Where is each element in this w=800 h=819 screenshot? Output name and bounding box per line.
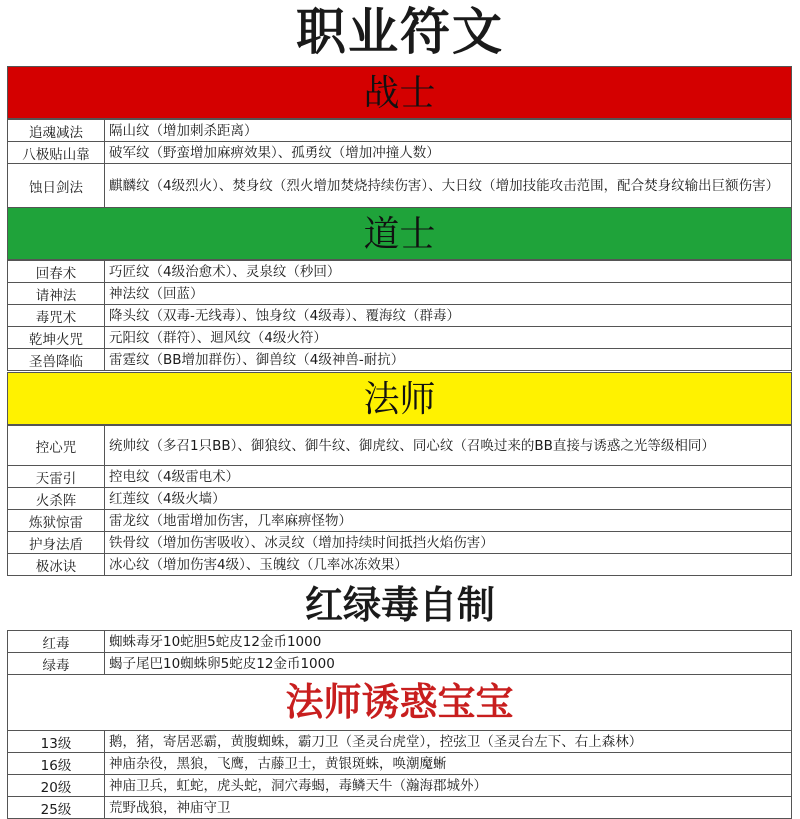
table-row [8, 653, 792, 675]
skill-name: 天雷引 [8, 466, 105, 488]
pet-list: 神庙杂役，黑狼，飞鹰，古藤卫士，黄银斑蛛，唤潮魔蜥 [105, 753, 792, 775]
pet-list: 鹅，猪，寄居恶霸，黄腹蜘蛛，霸刀卫（圣灵台虎堂），控弦卫（圣灵台左下、右上森林） [105, 731, 792, 753]
taoist-table [7, 260, 792, 371]
section-header-warrior: 战士 [7, 66, 792, 119]
skill-name: 毒咒术 [8, 305, 105, 327]
table-row [8, 305, 792, 327]
skill-name: 八极贴山靠 [8, 142, 105, 164]
rune-desc: 冰心纹（增加伤害4级）、玉魄纹（几率冰冻效果） [105, 554, 792, 576]
rune-desc: 巧匠纹（4级治愈术）、灵泉纹（秒回） [105, 261, 792, 283]
skill-name: 火杀阵 [8, 488, 105, 510]
pet-level: 13级 [8, 731, 105, 753]
rune-desc: 统帅纹（多召1只BB）、御狼纹、御牛纹、御虎纹、同心纹（召唤过来的BB直接与诱惑之光等级相同） [105, 426, 792, 466]
poison-name: 红毒 [8, 631, 105, 653]
skill-name: 极冰诀 [8, 554, 105, 576]
section-header-mage: 法师 [7, 372, 792, 425]
pets-section-title: 法师诱惑宝宝 [7, 674, 792, 730]
skill-name: 回春术 [8, 261, 105, 283]
table-row [8, 283, 792, 305]
poison-table [7, 630, 792, 675]
pet-list: 神庙卫兵，虹蛇，虎头蛇，洞穴毒蝎，毒鳞天牛（瀚海郡城外） [105, 775, 792, 797]
poison-section-title: 红绿毒自制 [304, 582, 495, 627]
skill-name: 炼狱惊雷 [8, 510, 105, 532]
table-row [8, 631, 792, 653]
rune-desc: 隔山纹（增加刺杀距离） [105, 120, 792, 142]
skill-name: 请神法 [8, 283, 105, 305]
table-row [8, 349, 792, 371]
table-row [8, 327, 792, 349]
table-row [8, 775, 792, 797]
table-row [8, 488, 792, 510]
pet-level: 16级 [8, 753, 105, 775]
skill-name: 护身法盾 [8, 532, 105, 554]
rune-desc: 雷霆纹（BB增加群伤）、御兽纹（4级神兽-耐抗） [105, 349, 792, 371]
skill-name: 控心咒 [8, 426, 105, 466]
rune-desc: 麒麟纹（4级烈火）、焚身纹（烈火增加焚烧持续伤害）、大日纹（增加技能攻击范围，配合焚身纹输出巨额伤害） [105, 164, 792, 208]
pet-level: 25级 [8, 797, 105, 819]
rune-desc: 降头纹（双毒-无线毒）、蚀身纹（4级毒）、覆海纹（群毒） [105, 305, 792, 327]
pet-list: 荒野战狼，神庙守卫 [105, 797, 792, 819]
table-row [8, 120, 792, 142]
rune-desc: 铁骨纹（增加伤害吸收）、冰灵纹（增加持续时间抵挡火焰伤害） [105, 532, 792, 554]
table-row [8, 261, 792, 283]
rune-desc: 控电纹（4级雷电术） [105, 466, 792, 488]
table-row [8, 164, 792, 208]
table-row [8, 731, 792, 753]
mage-table [7, 425, 792, 576]
table-row [8, 466, 792, 488]
skill-name: 追魂减法 [8, 120, 105, 142]
table-row [8, 797, 792, 819]
skill-name: 圣兽降临 [8, 349, 105, 371]
page-title: 职业符文 [296, 2, 504, 61]
warrior-table [7, 119, 792, 208]
table-row [8, 510, 792, 532]
rune-desc: 红莲纹（4级火墙） [105, 488, 792, 510]
skill-name: 乾坤火咒 [8, 327, 105, 349]
poison-name: 绿毒 [8, 653, 105, 675]
poison-recipe: 蝎子尾巴10蜘蛛卵5蛇皮12金币1000 [105, 653, 792, 675]
section-header-taoist: 道士 [7, 207, 792, 260]
table-row [8, 426, 792, 466]
table-row [8, 554, 792, 576]
pets-table [7, 730, 792, 819]
table-row [8, 142, 792, 164]
rune-desc: 元阳纹（群符）、迴风纹（4级火符） [105, 327, 792, 349]
table-row [8, 753, 792, 775]
table-row [8, 532, 792, 554]
poison-recipe: 蜘蛛毒牙10蛇胆5蛇皮12金币1000 [105, 631, 792, 653]
rune-desc: 神法纹（回蓝） [105, 283, 792, 305]
skill-name: 蚀日剑法 [8, 164, 105, 208]
rune-desc: 破军纹（野蛮增加麻痹效果）、孤勇纹（增加冲撞人数） [105, 142, 792, 164]
pet-level: 20级 [8, 775, 105, 797]
rune-desc: 雷龙纹（地雷增加伤害，几率麻痹怪物） [105, 510, 792, 532]
